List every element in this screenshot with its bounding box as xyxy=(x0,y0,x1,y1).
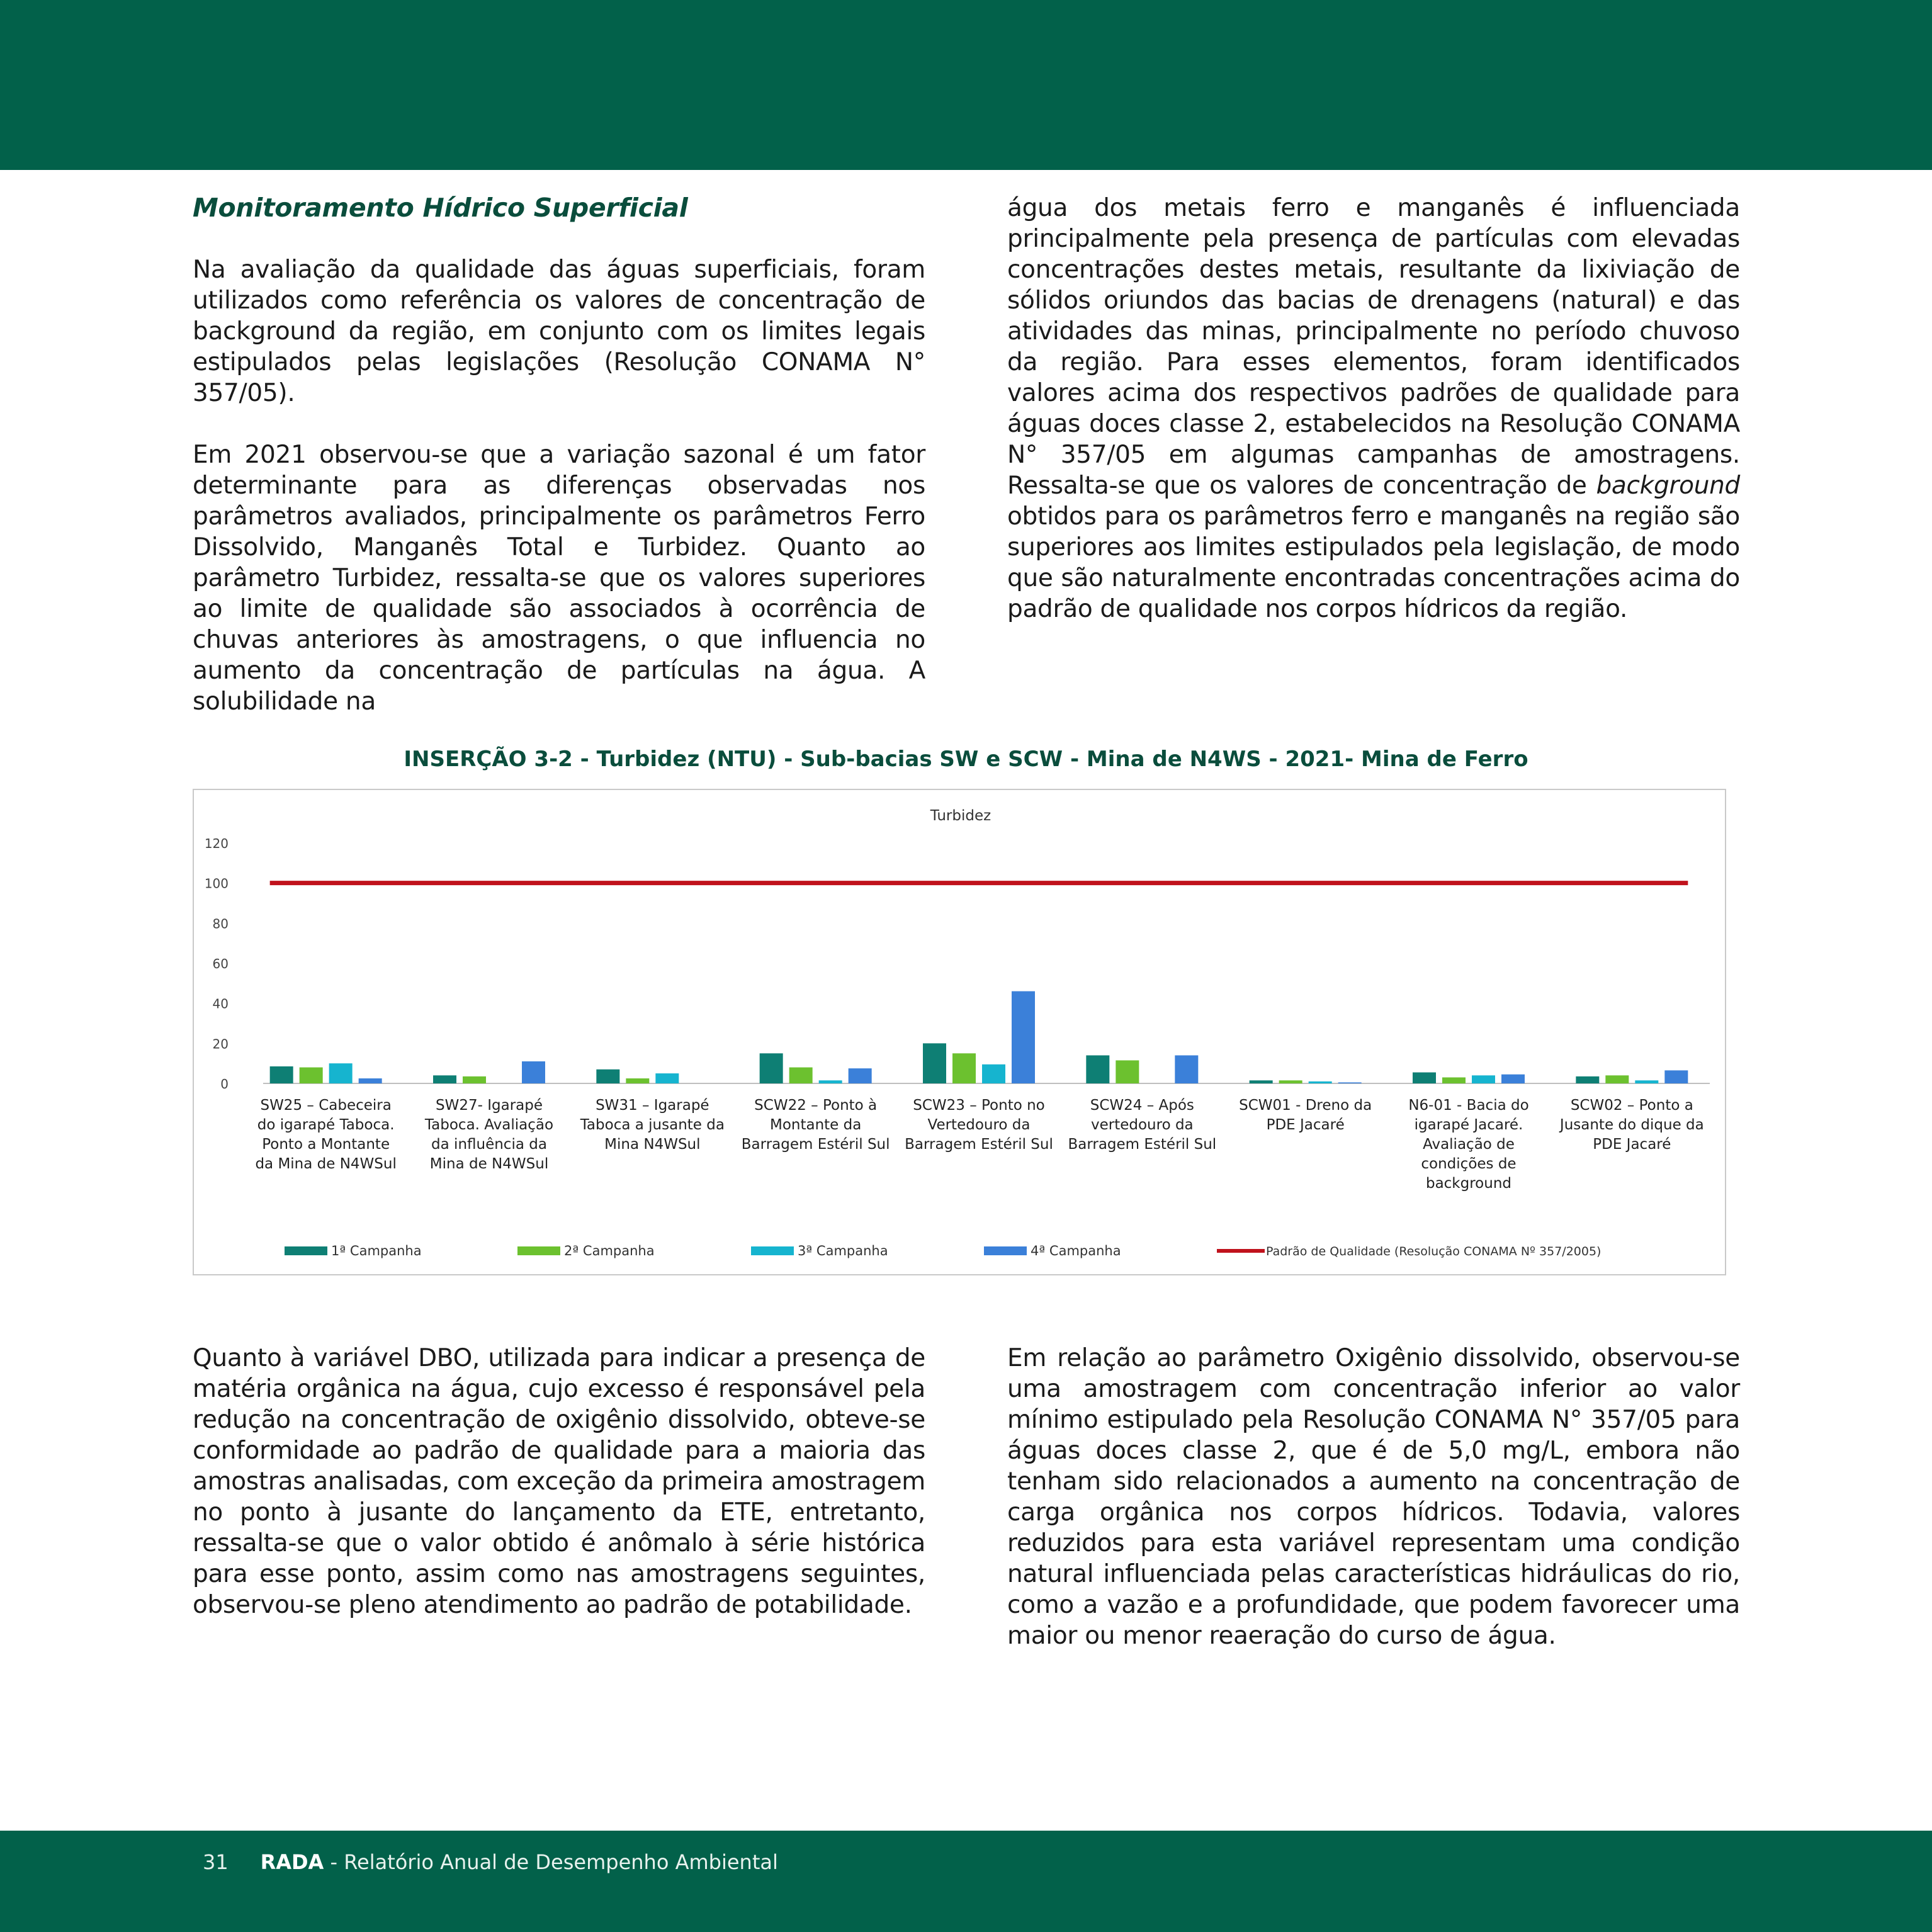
page-number: 31 xyxy=(203,1850,229,1874)
x-category-label: Avaliação de xyxy=(1423,1136,1515,1153)
x-category-label: Taboca a jusante da xyxy=(580,1117,725,1133)
emphasis-text: background xyxy=(1596,472,1740,500)
bar-4-campanha xyxy=(849,1068,872,1083)
bar-1-campanha xyxy=(270,1066,293,1083)
x-category-label: Mina de N4WSul xyxy=(429,1156,549,1172)
legend-swatch xyxy=(285,1246,327,1255)
legend-label: 2ª Campanha xyxy=(564,1243,655,1258)
section-title: Monitoramento Hídrico Superficial xyxy=(193,193,688,223)
chart-heading: INSERÇÃO 3-2 - Turbidez (NTU) - Sub-bacias SW e SCW - Mina de N4WS - 2021- Mina de Ferro xyxy=(404,747,1528,772)
y-tick-label: 0 xyxy=(220,1076,229,1092)
paragraph: Em relação ao parâmetro Oxigênio dissolvido, observou-se uma amostragem com concentração inferior ao valor mínimo estipulado pela Resolução CONAMA N° 357/05 para águas doces classe 2, que é de 5,0 mg/L, embora não tenham sido relacionados a aumento na concentração de carga orgânica nos corpos hídricos. Todavia, valores reduzidos para esta variável representam uma condição natural influenciada pelas características hidráulicas do rio, como a vazão e a profundidade, que podem favorecer uma maior ou menor reaeração do curso de água. xyxy=(1007,1344,1740,1650)
bar-2-campanha xyxy=(300,1068,323,1083)
turbidity-chart xyxy=(194,790,1725,1274)
bar-4-campanha xyxy=(1175,1055,1198,1083)
bar-1-campanha xyxy=(923,1043,946,1083)
legend-swatch xyxy=(517,1246,560,1255)
x-category-label: SCW22 – Ponto à xyxy=(754,1097,878,1114)
bar-2-campanha xyxy=(789,1068,813,1083)
x-category-label: da Mina de N4WSul xyxy=(255,1156,397,1172)
legend-swatch xyxy=(984,1246,1027,1255)
left-column xyxy=(193,193,925,717)
legend-label: 1ª Campanha xyxy=(331,1243,422,1258)
bar-3-campanha xyxy=(819,1080,842,1083)
bar-1-campanha xyxy=(760,1053,783,1083)
x-category-label: SW25 – Cabeceira xyxy=(260,1097,392,1114)
y-tick-label: 80 xyxy=(212,916,229,932)
x-category-label: condições de xyxy=(1421,1156,1517,1172)
paragraph-text: água dos metais ferro e manganês é influenciada principalmente pela presença de partículas com elevadas concentrações destes metais, resultante da lixiviação de sólidos oriundos das bacias de drenagens (natural) e das atividades das minas, principalmente no período chuvoso da região. Para esses elementos, foram identificados valores acima dos respectivos padrões de qualidade para águas doces classe 2, estabelecidos na Resolução CONAMA N° 357/05 em algumas campanhas de amostragens. Ressalta-se que os valores de concentração de xyxy=(1007,194,1740,500)
x-category-label: do igarapé Taboca. xyxy=(257,1117,395,1133)
bar-2-campanha xyxy=(626,1078,649,1083)
x-category-label: Barragem Estéril Sul xyxy=(1068,1136,1217,1153)
x-category-label: Vertedouro da xyxy=(927,1117,1031,1133)
bar-4-campanha xyxy=(522,1061,545,1083)
bar-1-campanha xyxy=(596,1070,619,1083)
bar-3-campanha xyxy=(655,1073,679,1083)
bar-4-campanha xyxy=(359,1078,382,1083)
right-column xyxy=(1007,193,1740,624)
paragraph-text: obtidos para os parâmetros ferro e manganês na região são superiores aos limites estipulados pela legislação, de modo que são naturalmente encontradas concentrações acima do padrão de qualidade nos corpos hídricos da região. xyxy=(1007,502,1740,623)
bar-1-campanha xyxy=(433,1075,456,1083)
x-category-label: background xyxy=(1425,1175,1512,1192)
paragraph: Em 2021 observou-se que a variação sazonal é um fator determinante para as diferenças observadas nos parâmetros avaliados, principalmente os parâmetros Ferro Dissolvido, Manganês Total e Turbidez. Quanto ao parâmetro Turbidez, ressalta-se que os valores superiores ao limite de qualidade são associados à ocorrência de chuvas anteriores às amostragens, o que influencia no aumento da concentração de partículas na água. A solubilidade na xyxy=(193,441,925,716)
bar-1-campanha xyxy=(1086,1055,1109,1083)
bar-1-campanha xyxy=(1413,1072,1436,1083)
x-category-label: Mina N4WSul xyxy=(604,1136,701,1153)
legend-swatch xyxy=(751,1246,794,1255)
bar-4-campanha xyxy=(1338,1082,1362,1083)
bar-2-campanha xyxy=(952,1053,976,1083)
header-band xyxy=(0,0,1932,170)
x-category-label: Barragem Estéril Sul xyxy=(905,1136,1053,1153)
x-category-label: SCW24 – Após xyxy=(1090,1097,1194,1114)
paragraph xyxy=(1007,193,1740,624)
x-category-label: N6-01 - Bacia do xyxy=(1408,1097,1529,1114)
x-category-label: Barragem Estéril Sul xyxy=(741,1136,890,1153)
footer-band xyxy=(0,1831,1932,1932)
legend-label: 3ª Campanha xyxy=(798,1243,888,1258)
x-category-label: vertedouro da xyxy=(1090,1117,1194,1133)
bar-4-campanha xyxy=(1501,1075,1525,1083)
x-category-label: SCW23 – Ponto no xyxy=(913,1097,1045,1114)
bar-3-campanha xyxy=(1635,1080,1658,1083)
x-category-label: Ponto a Montante xyxy=(262,1136,390,1153)
y-tick-label: 120 xyxy=(204,836,229,851)
x-category-label: PDE Jacaré xyxy=(1266,1117,1345,1133)
x-category-label: Jusante do dique da xyxy=(1559,1117,1704,1133)
bottom-left-column xyxy=(193,1343,925,1620)
bar-2-campanha xyxy=(1279,1080,1302,1083)
x-category-label: SCW01 - Dreno da xyxy=(1239,1097,1372,1114)
bar-3-campanha xyxy=(329,1063,353,1083)
bar-1-campanha xyxy=(1576,1076,1599,1083)
x-category-label: igarapé Jacaré. xyxy=(1414,1117,1523,1133)
bar-4-campanha xyxy=(1664,1070,1688,1083)
bar-4-campanha xyxy=(1012,991,1035,1083)
y-tick-label: 40 xyxy=(212,996,229,1012)
x-category-label: SW31 – Igarapé xyxy=(596,1097,709,1114)
paragraph: Quanto à variável DBO, utilizada para indicar a presença de matéria orgânica na água, cujo excesso é responsável pela redução na concentração de oxigênio dissolvido, obteve-se conformidade ao padrão de qualidade para a maioria das amostras analisadas, com exceção da primeira amostragem no ponto à jusante do lançamento da ETE, entretanto, ressalta-se que o valor obtido é anômalo à série histórica para esse ponto, assim como nas amostragens seguintes, observou-se pleno atendimento ao padrão de potabilidade. xyxy=(193,1344,925,1619)
legend-label-reference: Padrão de Qualidade (Resolução CONAMA Nº 357/2005) xyxy=(1266,1245,1602,1258)
chart-frame xyxy=(193,789,1726,1275)
footer-subtitle: - Relatório Anual de Desempenho Ambiental xyxy=(324,1850,778,1874)
x-category-label: Taboca. Avaliação xyxy=(424,1117,554,1133)
y-tick-label: 60 xyxy=(212,956,229,971)
bottom-right-column xyxy=(1007,1343,1740,1651)
x-category-label: PDE Jacaré xyxy=(1593,1136,1671,1153)
x-category-label: SCW02 – Ponto a xyxy=(1570,1097,1693,1114)
bar-2-campanha xyxy=(463,1076,486,1083)
paragraph: Na avaliação da qualidade das águas superficiais, foram utilizados como referência os valores de concentração de background da região, em conjunto com os limites legais estipulados pelas legislações (Resolução CONAMA N° 357/05). xyxy=(193,256,925,407)
x-category-label: Montante da xyxy=(769,1117,862,1133)
bar-2-campanha xyxy=(1116,1060,1139,1083)
y-tick-label: 20 xyxy=(212,1036,229,1052)
bar-3-campanha xyxy=(1472,1075,1495,1083)
bar-1-campanha xyxy=(1250,1080,1273,1083)
footer-brand: RADA xyxy=(260,1850,324,1874)
bar-2-campanha xyxy=(1605,1075,1629,1083)
bar-3-campanha xyxy=(982,1065,1005,1083)
bar-2-campanha xyxy=(1442,1077,1466,1083)
x-category-label: SW27- Igarapé xyxy=(436,1097,543,1114)
bar-3-campanha xyxy=(1309,1082,1332,1083)
y-tick-label: 100 xyxy=(204,876,229,891)
footer-text xyxy=(203,1850,778,1874)
chart-title: Turbidez xyxy=(930,808,991,824)
legend-label: 4ª Campanha xyxy=(1031,1243,1121,1258)
x-category-label: da influência da xyxy=(431,1136,547,1153)
